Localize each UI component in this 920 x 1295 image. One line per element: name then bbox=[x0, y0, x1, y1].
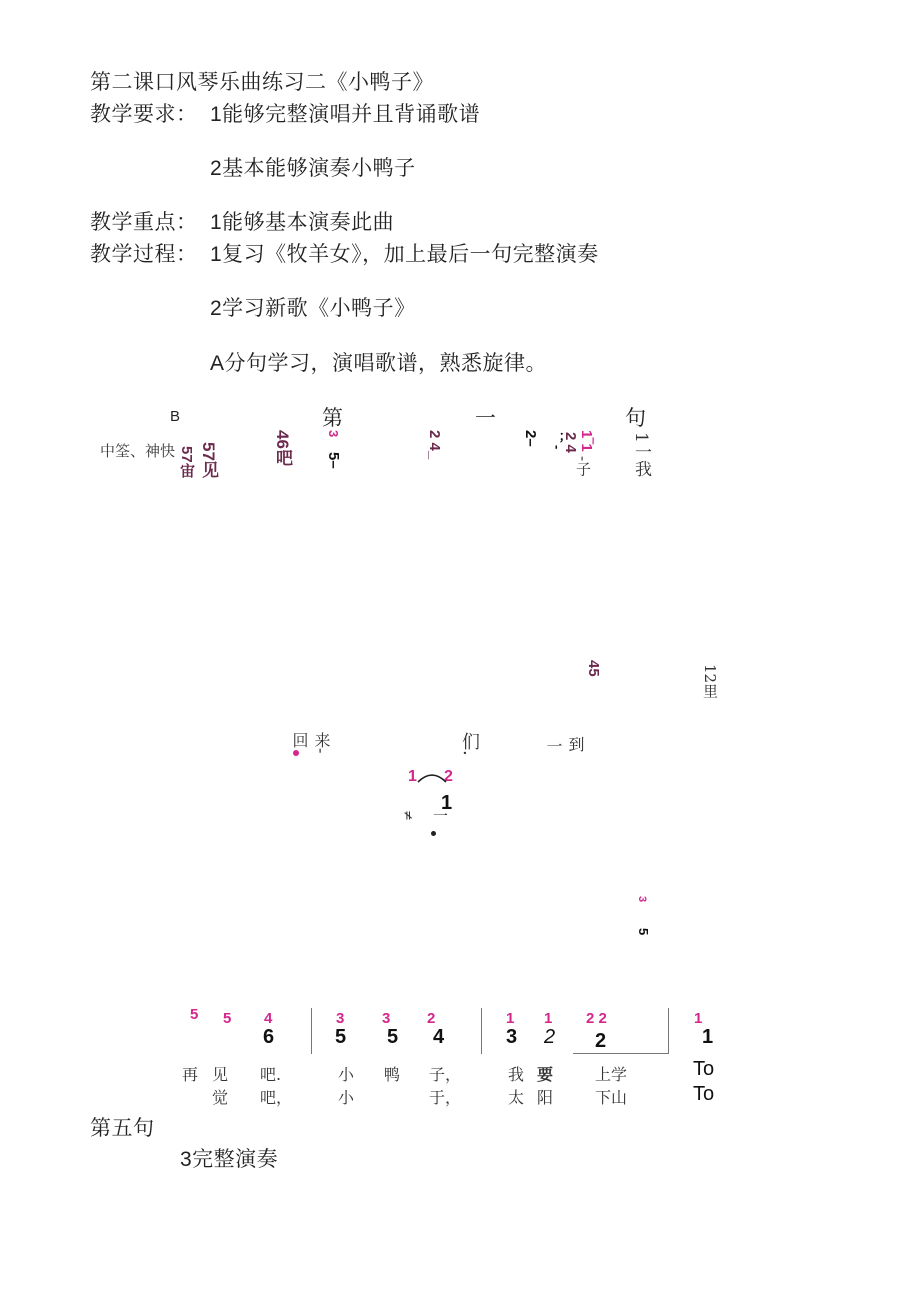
req-label: 教学要求： bbox=[90, 102, 198, 126]
lyric-2: 下山 bbox=[595, 1088, 628, 1107]
lyric-2: 于， bbox=[429, 1088, 462, 1107]
lyric-2: 觉 bbox=[212, 1088, 229, 1107]
note-2-slur: 2 bbox=[444, 768, 453, 785]
score-top-note: 2 bbox=[427, 1010, 436, 1027]
score-note: 5 bbox=[335, 1026, 347, 1048]
lesson-title: 第二课口风琴乐曲练习二《小鸭子》 bbox=[90, 70, 434, 94]
score-top-note: 3 bbox=[336, 1010, 345, 1027]
sentence-char-yi: 一 bbox=[475, 406, 497, 430]
col-2-4: 2 4_ bbox=[426, 430, 443, 460]
col-men: 们. bbox=[459, 732, 480, 756]
score-note: 3 bbox=[506, 1026, 518, 1048]
left-fragment-text: 中筌、神快 bbox=[100, 442, 176, 460]
key-label: 教学重点： bbox=[90, 210, 198, 234]
lyric-1: 小 bbox=[338, 1065, 355, 1084]
col-3-small: 3 bbox=[636, 896, 648, 903]
proc-label: 教学过程： bbox=[90, 242, 198, 266]
note-1-slur: 1 bbox=[408, 768, 417, 785]
col-12-li: 12里 bbox=[701, 664, 719, 699]
col-yi2: 一 bbox=[544, 738, 563, 754]
col-57-zhou: 57宙 bbox=[178, 446, 195, 478]
score-top-note: 5 bbox=[190, 1006, 199, 1023]
lyric-1: 再 bbox=[182, 1065, 199, 1084]
score-top-note: 3 bbox=[382, 1010, 391, 1027]
lyric-1: 吧. bbox=[260, 1065, 282, 1084]
bar-line bbox=[668, 1008, 669, 1054]
col-zi: -子 bbox=[574, 456, 592, 477]
lyric-1: 鸭 bbox=[384, 1065, 401, 1084]
col-hui: 回 bbox=[290, 732, 309, 748]
lyric-2: 太 bbox=[508, 1088, 525, 1107]
col-1-wo: 1一我 bbox=[631, 432, 651, 477]
section-b-label: B bbox=[170, 408, 181, 425]
lyric-2: 阳 bbox=[537, 1088, 554, 1107]
lyric-1: 我 bbox=[508, 1065, 525, 1084]
req-item-2: 2基本能够演奏小鸭子 bbox=[210, 157, 416, 180]
score-note: 4 bbox=[433, 1026, 445, 1048]
score-note: 6 bbox=[263, 1026, 275, 1048]
score-top-note: 1 bbox=[544, 1010, 553, 1027]
col-2-4b: 2 4 bbox=[562, 432, 579, 453]
sentence-char-ju: 句 bbox=[625, 406, 647, 430]
lyric-1: 见 bbox=[212, 1065, 229, 1084]
score-note: 5 bbox=[387, 1026, 399, 1048]
lyric-1: 要 bbox=[537, 1065, 554, 1084]
col-chu: ≠ bbox=[400, 810, 415, 821]
lyric-1: 上学 bbox=[595, 1065, 628, 1084]
proc-item-2: 2学习新歌《小鸭子》 bbox=[210, 297, 416, 320]
score-top-note: 2 2 bbox=[586, 1010, 607, 1027]
dot-marker bbox=[293, 750, 299, 756]
col-dash: 一 bbox=[431, 808, 449, 823]
col-2-dash: 2– bbox=[522, 430, 539, 447]
score-top-note: 1 bbox=[694, 1010, 703, 1027]
col-5-dash: 5– bbox=[325, 452, 342, 469]
col-5-small: 5 bbox=[636, 928, 651, 936]
underline-beam bbox=[573, 1053, 668, 1054]
col-3: 3 bbox=[326, 430, 341, 438]
score-top-note: 1 bbox=[506, 1010, 515, 1027]
bar-line bbox=[481, 1008, 482, 1054]
col-lai: 来- bbox=[312, 732, 331, 754]
sentence-char-di: 第 bbox=[322, 406, 344, 430]
slur-arc bbox=[416, 768, 448, 784]
col-57-jian: 57见 bbox=[199, 442, 218, 478]
lyric-2: 吧， bbox=[260, 1088, 293, 1107]
key-item-1: 1能够基本演奏此曲 bbox=[210, 211, 395, 234]
lyric-2-to: To bbox=[693, 1083, 715, 1105]
step-3-complete-play: 3完整演奏 bbox=[180, 1148, 279, 1171]
bar-line bbox=[311, 1008, 312, 1054]
col-1-1: 1‾1 bbox=[578, 430, 595, 452]
score-top-note: 4 bbox=[264, 1010, 273, 1027]
req-item-1: 1能够完整演唱并且背诵歌谱 bbox=[210, 103, 481, 126]
col-46-ba: 46吧 bbox=[273, 430, 292, 466]
proc-item-a: A分句学习，演唱歌谱，熟悉旋律。 bbox=[210, 352, 548, 375]
col-dao: 到 bbox=[566, 736, 585, 752]
proc-item-1: 1复习《牧羊女》，加上最后一句完整演奏 bbox=[210, 243, 599, 266]
col-semicolon: ；- bbox=[550, 432, 565, 450]
score-note: 1 bbox=[702, 1026, 714, 1048]
score-note: 2 bbox=[544, 1026, 556, 1048]
lyric-1-to: To bbox=[693, 1058, 715, 1080]
lyric-2: 小 bbox=[338, 1088, 355, 1107]
dot-black bbox=[431, 831, 436, 836]
score-note: 2 bbox=[595, 1030, 607, 1052]
note-1-bold: 1 bbox=[441, 792, 453, 814]
fifth-sentence-label: 第五句 bbox=[90, 1116, 155, 1140]
lyric-1: 子， bbox=[429, 1065, 462, 1084]
col-45: 45 bbox=[585, 660, 602, 677]
score-top-note: 5 bbox=[223, 1010, 232, 1027]
